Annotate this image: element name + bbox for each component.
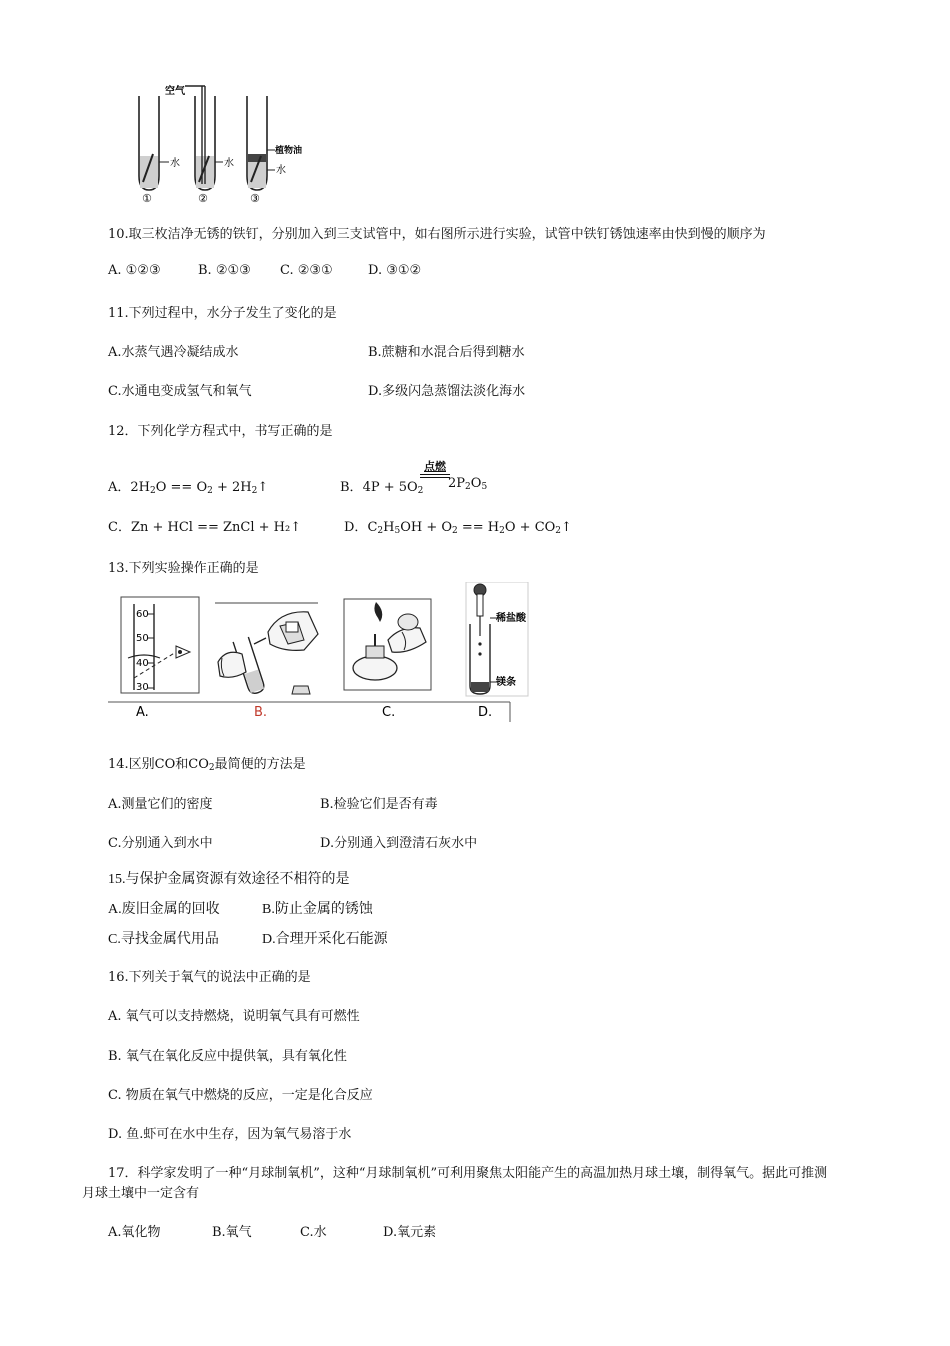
- q13-figure-c-alcohol-lamp: [344, 599, 431, 690]
- q13-option-c: C.: [382, 705, 396, 720]
- q12-option-d: D．$C_2H_5OH + O_2 == H_2O$ + $CO_2↑$: [344, 520, 572, 536]
- q13-figure-b-pouring-liquid: [215, 603, 318, 695]
- q10-option-c: C. ②③①: [280, 263, 333, 278]
- q11-option-c: C.水通电变成氢气和氧气: [108, 384, 252, 399]
- q15-stem: 15.与保护金属资源有效途径不相符的是: [108, 872, 350, 887]
- test-tubes-figure: [125, 84, 315, 204]
- q15-option-b: B.防止金属的锈蚀: [262, 902, 373, 917]
- q13-operations-figure: [108, 582, 533, 724]
- q14-option-a: A.测量它们的密度: [108, 797, 213, 812]
- q17-option-d: D.氧元素: [383, 1225, 437, 1240]
- air-label: 空气: [165, 86, 185, 97]
- q13-option-a: A.: [136, 705, 149, 720]
- water-label-3: 水: [276, 165, 286, 176]
- q15-option-c: C.寻找金属代用品: [108, 932, 219, 947]
- q17-option-b: B.氧气: [212, 1225, 252, 1240]
- q13-figure-a-cylinder-reading: [121, 597, 199, 693]
- q12-equals-line-bottom: [420, 477, 450, 478]
- q16-option-a: A. 氧气可以支持燃烧，说明氧气具有可燃性: [108, 1009, 360, 1024]
- magnesium-strip-label: 镁条: [496, 677, 516, 688]
- q11-option-b: B.蔗糖和水混合后得到糖水: [368, 345, 525, 360]
- q13-option-d: D.: [478, 705, 493, 720]
- q15-option-d: D.合理开采化石能源: [262, 932, 388, 947]
- q16-stem: 16.下列关于氧气的说法中正确的是: [108, 970, 311, 985]
- tube-number-1: ①: [142, 192, 152, 204]
- q11-option-a: A.水蒸气遇冷凝结成水: [108, 345, 239, 360]
- q11-option-d: D.多级闪急蒸馏法淡化海水: [368, 384, 526, 399]
- q12-option-b-product: $2P_2O_5$: [448, 476, 488, 492]
- q14-option-d: D.分别通入到澄清石灰水中: [320, 836, 478, 851]
- q10-option-a: A. ①②③: [108, 263, 161, 278]
- q17-stem-line1: 17．科学家发明了一种“月球制氧机”，这种“月球制氧机”可利用聚焦太阳能产生的高温加热月球土壤，制得氧气。据此可推测: [108, 1166, 828, 1181]
- q12-condition-ignite: 点燃: [424, 460, 446, 473]
- scale-tick-40: 40: [136, 658, 149, 669]
- q13-stem: 13.下列实验操作正确的是: [108, 561, 259, 576]
- q14-option-c: C.分别通入到水中: [108, 836, 213, 851]
- q16-option-d: D. 鱼.虾可在水中生存，因为氧气易溶于水: [108, 1127, 352, 1142]
- tube-number-3: ③: [250, 192, 260, 204]
- q12-stem: 12．下列化学方程式中，书写正确的是: [108, 424, 333, 439]
- q11-stem: 11.下列过程中，水分子发生了变化的是: [108, 306, 337, 321]
- q10-stem: 10.取三枚洁净无锈的铁钉，分别加入到三支试管中，如右图所示进行实验，试管中铁钉锈蚀速率由快到慢的顺序为: [108, 227, 766, 242]
- test-tube-3: [247, 96, 275, 190]
- q14-option-b: B.检验它们是否有毒: [320, 797, 438, 812]
- q12-option-a: A．$2H_2O == O_2$ + $2H_2↑$: [108, 480, 269, 496]
- scale-tick-50: 50: [136, 633, 149, 644]
- water-label-2: 水: [224, 158, 234, 169]
- q17-option-c: C.水: [300, 1225, 327, 1240]
- q16-option-b: B. 氧气在氧化反应中提供氧，具有氧化性: [108, 1049, 347, 1064]
- q17-option-a: A.氧化物: [108, 1225, 161, 1240]
- scale-tick-60: 60: [136, 609, 149, 620]
- q12-option-c: C．Zn + HCl == ZnCl + H₂↑: [108, 520, 302, 535]
- q16-option-c: C. 物质在氧气中燃烧的反应，一定是化合反应: [108, 1088, 373, 1103]
- water-label-1: 水: [170, 158, 180, 169]
- q13-figure-d-dropper-acid: [466, 582, 528, 696]
- q10-option-d: D. ③①②: [368, 263, 422, 278]
- tube-number-2: ②: [198, 192, 208, 204]
- test-tube-1: [139, 96, 169, 190]
- q12-equals-line-top: [420, 474, 450, 475]
- q13-option-b: B.: [254, 705, 268, 720]
- oil-label: 植物油: [275, 146, 303, 156]
- scale-tick-30: 30: [136, 682, 149, 693]
- q14-stem: 14.区别CO和$CO_2$最简便的方法是: [108, 757, 306, 773]
- test-tube-2: [185, 86, 223, 190]
- q10-option-b: B. ②①③: [198, 263, 251, 278]
- q15-option-a: A.废旧金属的回收: [108, 902, 220, 917]
- dilute-acid-label: 稀盐酸: [496, 613, 526, 624]
- q17-stem-line2: 月球土壤中一定含有: [82, 1186, 200, 1201]
- q12-option-b: B．$4P + 5O_2$: [340, 480, 424, 496]
